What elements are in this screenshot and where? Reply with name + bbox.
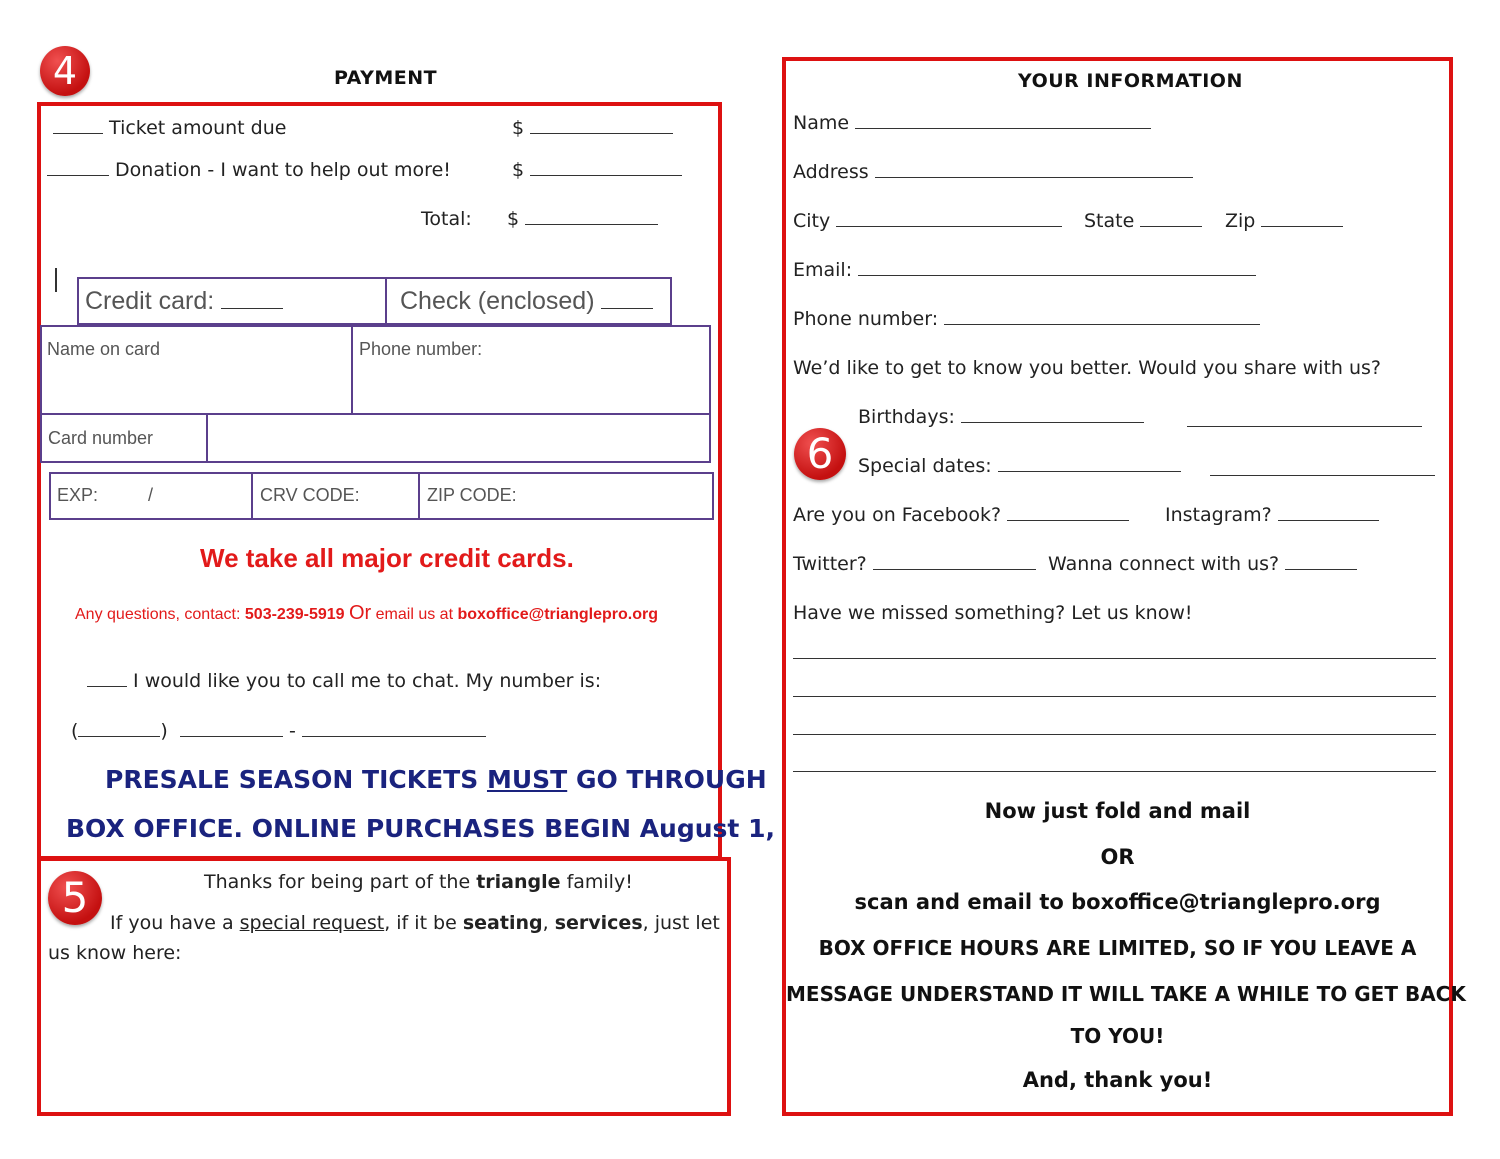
- total-dollar: $: [507, 208, 658, 230]
- donation-amount-blank[interactable]: [530, 174, 682, 176]
- card-number-divider: [206, 413, 208, 463]
- instagram-row: Instagram?: [1165, 504, 1379, 526]
- hours-line-2: MESSAGE UNDERSTAND IT WILL TAKE A WHILE TO GET BACK: [786, 982, 1466, 1006]
- phone-row: Phone number:: [793, 308, 1260, 330]
- payment-method-divider: [385, 277, 387, 325]
- comment-line-2[interactable]: [793, 696, 1436, 697]
- presale-line-2: BOX OFFICE. ONLINE PURCHASES BEGIN August 1,: [66, 814, 775, 843]
- exp-field[interactable]: EXP:: [57, 485, 99, 505]
- state-blank[interactable]: [1140, 225, 1202, 227]
- donation-row: [47, 159, 451, 181]
- city-blank[interactable]: [836, 225, 1062, 227]
- fold-and-mail: Now just fold and mail: [984, 799, 1251, 823]
- card-number-field[interactable]: Card number: [48, 428, 154, 448]
- connect-row: Wanna connect with us?: [1048, 553, 1357, 575]
- special-request-area[interactable]: [48, 975, 720, 1105]
- my-number-row: ( ) -: [71, 720, 486, 742]
- zip-field[interactable]: ZIP CODE:: [427, 485, 517, 505]
- card-phone-field[interactable]: Phone number:: [359, 339, 483, 359]
- state-row: State: [1084, 210, 1202, 232]
- thank-you-text: And, thank you!: [1022, 1068, 1213, 1092]
- area-code-blank[interactable]: [78, 735, 160, 737]
- birthdays-row: Birthdays:: [858, 406, 1144, 428]
- special-dates-row: Special dates:: [858, 455, 1181, 477]
- comment-line-3[interactable]: [793, 734, 1436, 735]
- presale-line-1: PRESALE SEASON TICKETS MUST GO THROUGH: [105, 765, 767, 794]
- special-request-line-2: us know here:: [48, 942, 182, 964]
- call-me-row: I would like you to call me to chat. My number is:: [87, 670, 601, 692]
- info-title: YOUR INFORMATION: [1018, 70, 1243, 92]
- facebook-blank[interactable]: [1007, 519, 1129, 521]
- email-blank[interactable]: [858, 274, 1256, 276]
- prefix-blank[interactable]: [180, 735, 283, 737]
- payment-title: PAYMENT: [334, 67, 438, 89]
- ticket-amount-dollar: $: [512, 117, 673, 139]
- ticket-check-blank[interactable]: [53, 132, 103, 134]
- comment-line-4[interactable]: [793, 771, 1436, 772]
- instagram-blank[interactable]: [1278, 519, 1379, 521]
- contact-email[interactable]: boxoffice@trianglepro.org: [457, 606, 658, 623]
- or-text: OR: [1100, 845, 1135, 869]
- step-6-badge: 6: [794, 428, 846, 480]
- twitter-blank[interactable]: [873, 568, 1036, 570]
- zip-row: Zip: [1225, 210, 1343, 232]
- know-better-text: We’d like to get to know you better. Would you share with us?: [793, 357, 1382, 379]
- crv-field[interactable]: CRV CODE:: [260, 485, 360, 505]
- connect-blank[interactable]: [1285, 568, 1357, 570]
- exp-slash: /: [148, 485, 154, 505]
- missed-text: Have we missed something? Let us know!: [793, 602, 1193, 624]
- donation-label: Donation - I want to help out more!: [115, 159, 451, 181]
- special-date-blank-2[interactable]: [1210, 474, 1435, 476]
- hours-line-3: TO YOU!: [1070, 1024, 1165, 1048]
- contact-phone[interactable]: 503-239-5919: [244, 606, 345, 623]
- birthday-blank-1[interactable]: [961, 421, 1144, 423]
- address-row: Address: [793, 161, 1193, 183]
- name-on-card-field[interactable]: Name on card: [47, 339, 161, 359]
- name-phone-divider: [351, 325, 353, 415]
- comment-line-1[interactable]: [793, 658, 1436, 659]
- city-row: City: [793, 210, 1062, 232]
- email-row: Email:: [793, 259, 1256, 281]
- crv-divider: [418, 472, 420, 520]
- name-blank[interactable]: [855, 127, 1151, 129]
- step-4-badge: 4: [40, 46, 90, 96]
- step-5-badge: 5: [48, 871, 102, 925]
- check-option[interactable]: Check (enclosed): [400, 287, 653, 316]
- cursor-mark: [55, 268, 57, 292]
- questions-contact: Any questions, contact: 503-239-5919 Or email us at boxoffice@trianglepro.org: [75, 602, 658, 624]
- exp-divider: [251, 472, 253, 520]
- major-cards-note: We take all major credit cards.: [200, 543, 574, 573]
- birthday-blank-2[interactable]: [1187, 425, 1422, 427]
- scan-email-text: scan and email to boxoffice@trianglepro.org: [854, 890, 1381, 914]
- facebook-row: Are you on Facebook?: [793, 504, 1129, 526]
- total-blank[interactable]: [525, 223, 658, 225]
- ticket-amount-label: Ticket amount due: [109, 117, 287, 139]
- total-label: Total:: [421, 208, 472, 230]
- special-request-line: If you have a special request, if it be seating, services, just let: [110, 912, 720, 934]
- phone-blank[interactable]: [944, 323, 1260, 325]
- credit-card-option[interactable]: Credit card:: [85, 287, 283, 316]
- call-me-check-blank[interactable]: [87, 685, 127, 687]
- zip-blank[interactable]: [1261, 225, 1343, 227]
- ticket-amount-row: [53, 117, 286, 139]
- special-date-blank-1[interactable]: [998, 470, 1181, 472]
- ticket-amount-blank[interactable]: [530, 132, 673, 134]
- line-number-blank[interactable]: [302, 735, 486, 737]
- address-blank[interactable]: [875, 176, 1193, 178]
- hours-line-1: BOX OFFICE HOURS ARE LIMITED, SO IF YOU LEAVE A: [818, 936, 1417, 960]
- donation-check-blank[interactable]: [47, 174, 109, 176]
- donation-dollar: $: [512, 159, 682, 181]
- name-row: Name: [793, 112, 1151, 134]
- twitter-row: Twitter?: [793, 553, 1036, 575]
- thanks-line: Thanks for being part of the triangle family!: [204, 871, 633, 893]
